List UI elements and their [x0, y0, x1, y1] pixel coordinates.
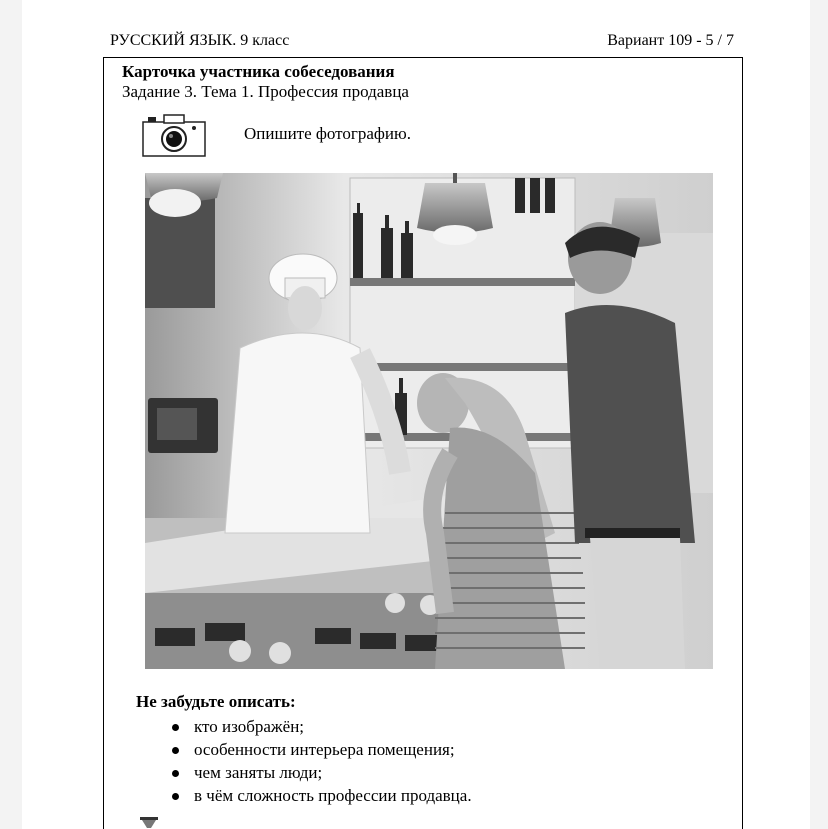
subject-header: РУССКИЙ ЯЗЫК. 9 класс [110, 32, 290, 49]
list-item: особенности интерьера помещения; [172, 738, 472, 761]
document-page [22, 0, 810, 829]
hourglass-icon [138, 816, 160, 829]
task-card [103, 57, 743, 829]
reminder-list [172, 715, 472, 807]
instruction-text: Опишите фотографию. [244, 124, 411, 143]
bullet-icon [172, 724, 179, 731]
list-item: чем заняты люди; [172, 761, 472, 784]
list-item: в чём сложность профессии продавца. [172, 784, 472, 807]
card-subtitle: Задание 3. Тема 1. Профессия продавца [122, 82, 409, 101]
bullet-icon [172, 770, 179, 777]
variant-header: Вариант 109 - 5 / 7 [607, 32, 734, 49]
list-item: кто изображён; [172, 715, 472, 738]
card-title: Карточка участника собеседования [122, 62, 395, 81]
camera-icon [142, 113, 206, 157]
shop-photo [145, 173, 713, 669]
reminder-heading: Не забудьте описать: [136, 692, 296, 711]
bullet-icon [172, 793, 179, 800]
bullet-icon [172, 747, 179, 754]
